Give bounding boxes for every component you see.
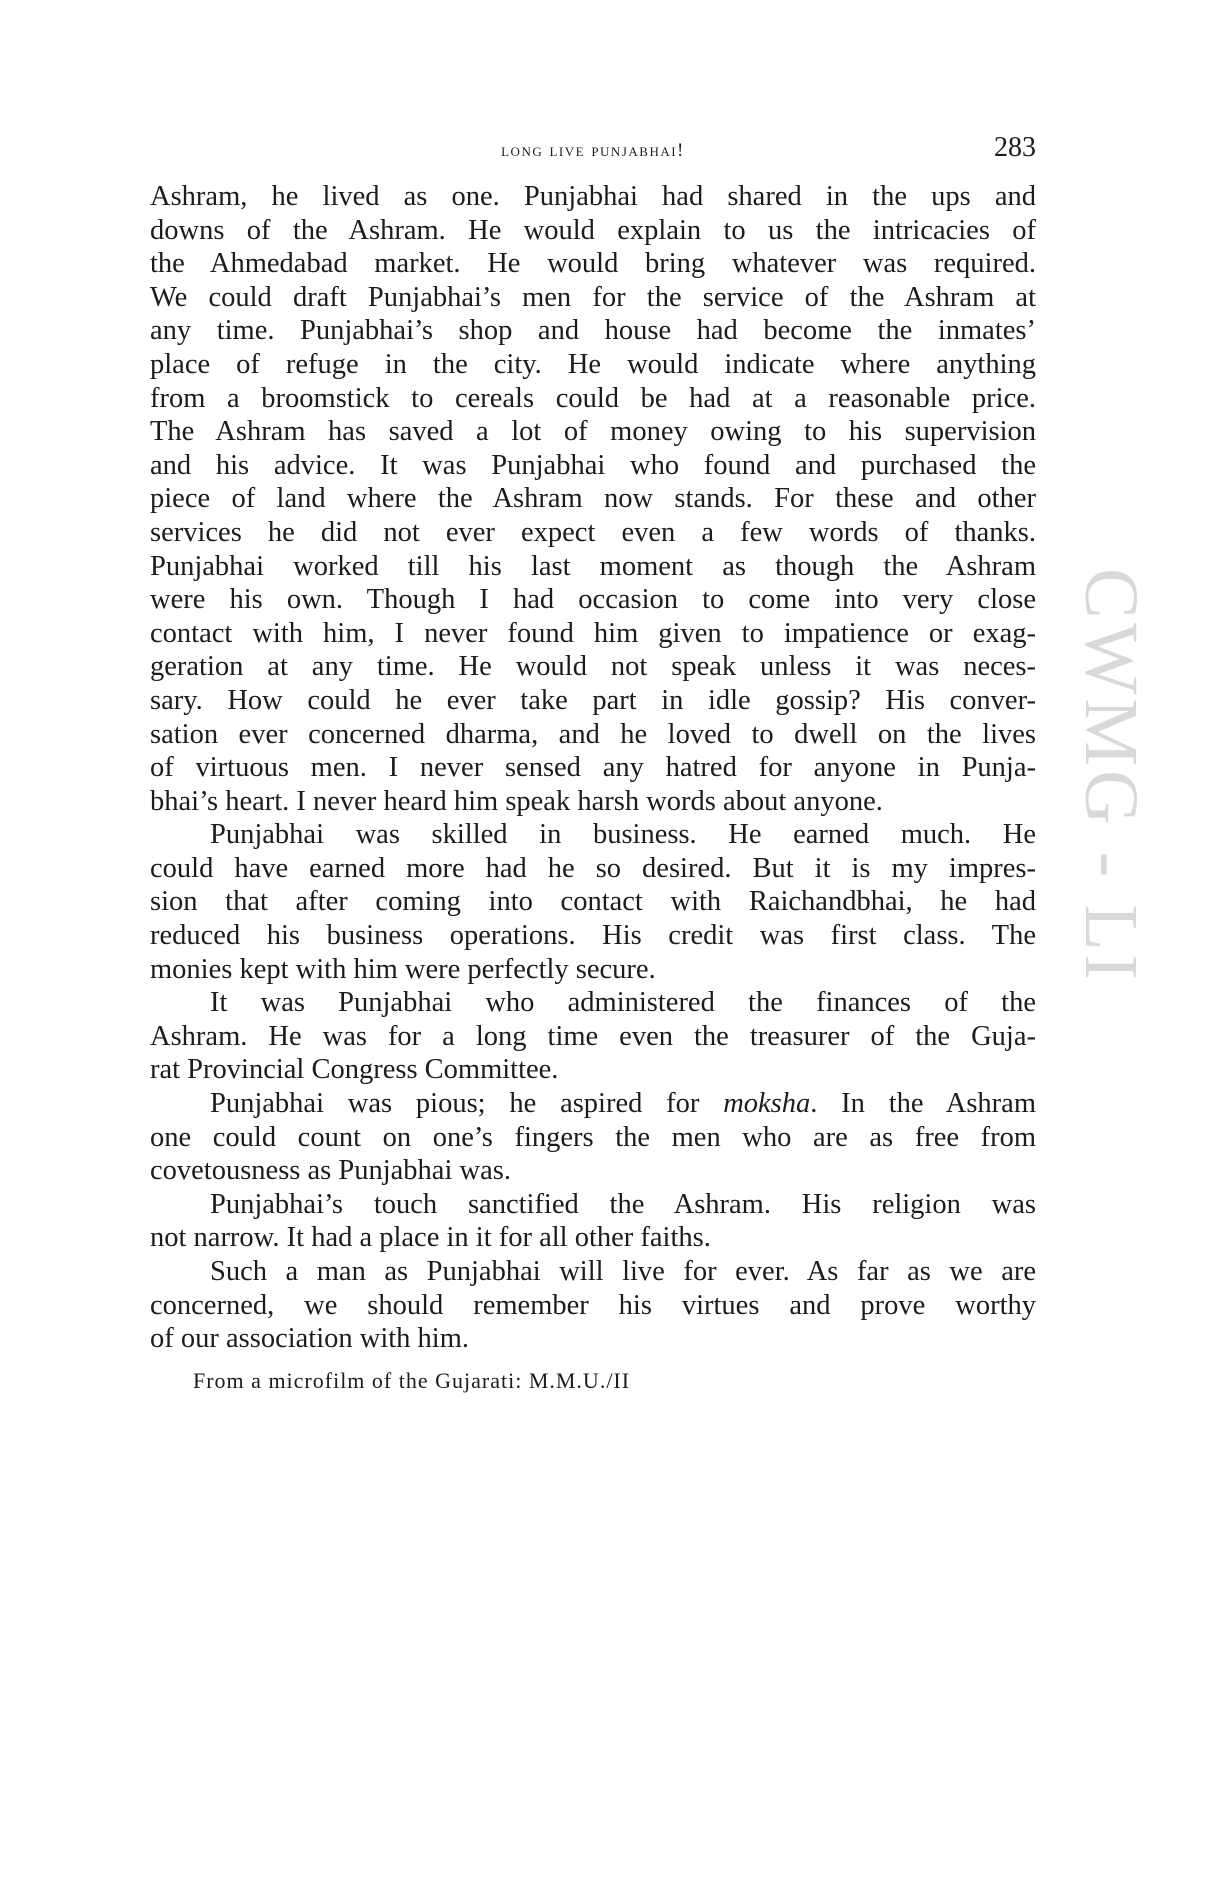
text-line: could have earned more had he so desired. But it is my impres-	[150, 852, 1036, 884]
text-line: bhai’s heart. I never heard him speak harsh words about anyone.	[150, 785, 883, 817]
running-title: long live punjabhai!	[501, 140, 685, 161]
page-number: 283	[994, 132, 1036, 163]
cwmg-watermark	[1068, 568, 1153, 1328]
running-header	[150, 132, 1036, 168]
text-line: place of refuge in the city. He would indicate where anything	[150, 348, 1036, 380]
text-line: rat Provincial Congress Committee.	[150, 1054, 559, 1086]
text-line: the Ahmedabad market. He would bring whatever was required.	[150, 248, 1036, 280]
text-line: Ashram, he lived as one. Punjabhai had shared in the ups and	[150, 181, 1036, 212]
text-line: piece of land where the Ashram now stands. For these and other	[150, 483, 1036, 515]
text-line: Punjabhai worked till his last moment as though the Ashram	[150, 550, 1036, 582]
paragraph	[150, 986, 1036, 1087]
text-line: sion that after coming into contact with Raichandbhai, he had	[150, 886, 1036, 918]
paragraph	[150, 818, 1036, 986]
text-line: It was Punjabhai who administered the finances of the	[210, 987, 1036, 1019]
text-line: reduced his business operations. His credit was first class. The	[150, 920, 1036, 952]
text-line: concerned, we should remember his virtues and prove worthy	[150, 1289, 1036, 1321]
text-line: of virtuous men. I never sensed any hatred for anyone in Punja-	[150, 752, 1036, 784]
paragraph	[150, 1087, 1036, 1188]
text-line: services he did not ever expect even a few words of thanks.	[150, 516, 1036, 548]
italic-term: moksha	[723, 1088, 811, 1120]
paragraph	[150, 1188, 1036, 1255]
text-line: covetousness as Punjabhai was.	[150, 1155, 511, 1187]
text-line: We could draft Punjabhai’s men for the service of the Ashram at	[150, 281, 1036, 313]
text-line: geration at any time. He would not speak unless it was neces-	[150, 651, 1036, 683]
text-line: Such a man as Punjabhai will live for ever. As far as we are	[210, 1256, 1036, 1287]
text-line: Punjabhai was skilled in business. He earned much. He	[210, 819, 1036, 851]
text-line: Punjabhai’s touch sanctified the Ashram. His religion was	[210, 1188, 1036, 1220]
source-note: From a microfilm of the Gujarati: M.M.U./II	[193, 1368, 631, 1393]
text-line: sary. How could he ever take part in idle gossip? His conver-	[150, 684, 1036, 716]
text-line: downs of the Ashram. He would explain to us the intricacies of	[150, 214, 1036, 246]
text-line: were his own. Though I had occasion to come into very close	[150, 584, 1036, 616]
text-line: Punjabhai was pious; he aspired for moksha. In the Ashram	[210, 1088, 1036, 1120]
text-line: monies kept with him were perfectly secure.	[150, 953, 656, 985]
text-line: sation ever concerned dharma, and he loved to dwell on the lives	[150, 718, 1036, 750]
text-line: contact with him, I never found him given to impatience or exag-	[150, 617, 1036, 649]
text-line: from a broomstick to cereals could be had at a reasonable price.	[150, 382, 1036, 414]
paragraph	[150, 180, 1036, 818]
text-line: The Ashram has saved a lot of money owing to his supervision	[150, 416, 1036, 448]
text-line: one could count on one’s fingers the men who are as free from	[150, 1121, 1036, 1153]
text-line: and his advice. It was Punjabhai who found and purchased the	[150, 449, 1036, 481]
paragraph	[150, 1255, 1036, 1356]
text-line: any time. Punjabhai’s shop and house had become the inmates’	[150, 315, 1036, 347]
text-line: not narrow. It had a place in it for all other faiths.	[150, 1222, 711, 1254]
body-text	[150, 180, 1036, 1356]
watermark-text: CWMG - LI	[1069, 568, 1153, 984]
text-line: Ashram. He was for a long time even the treasurer of the Guja-	[150, 1020, 1036, 1052]
text-line: of our association with him.	[150, 1323, 469, 1355]
